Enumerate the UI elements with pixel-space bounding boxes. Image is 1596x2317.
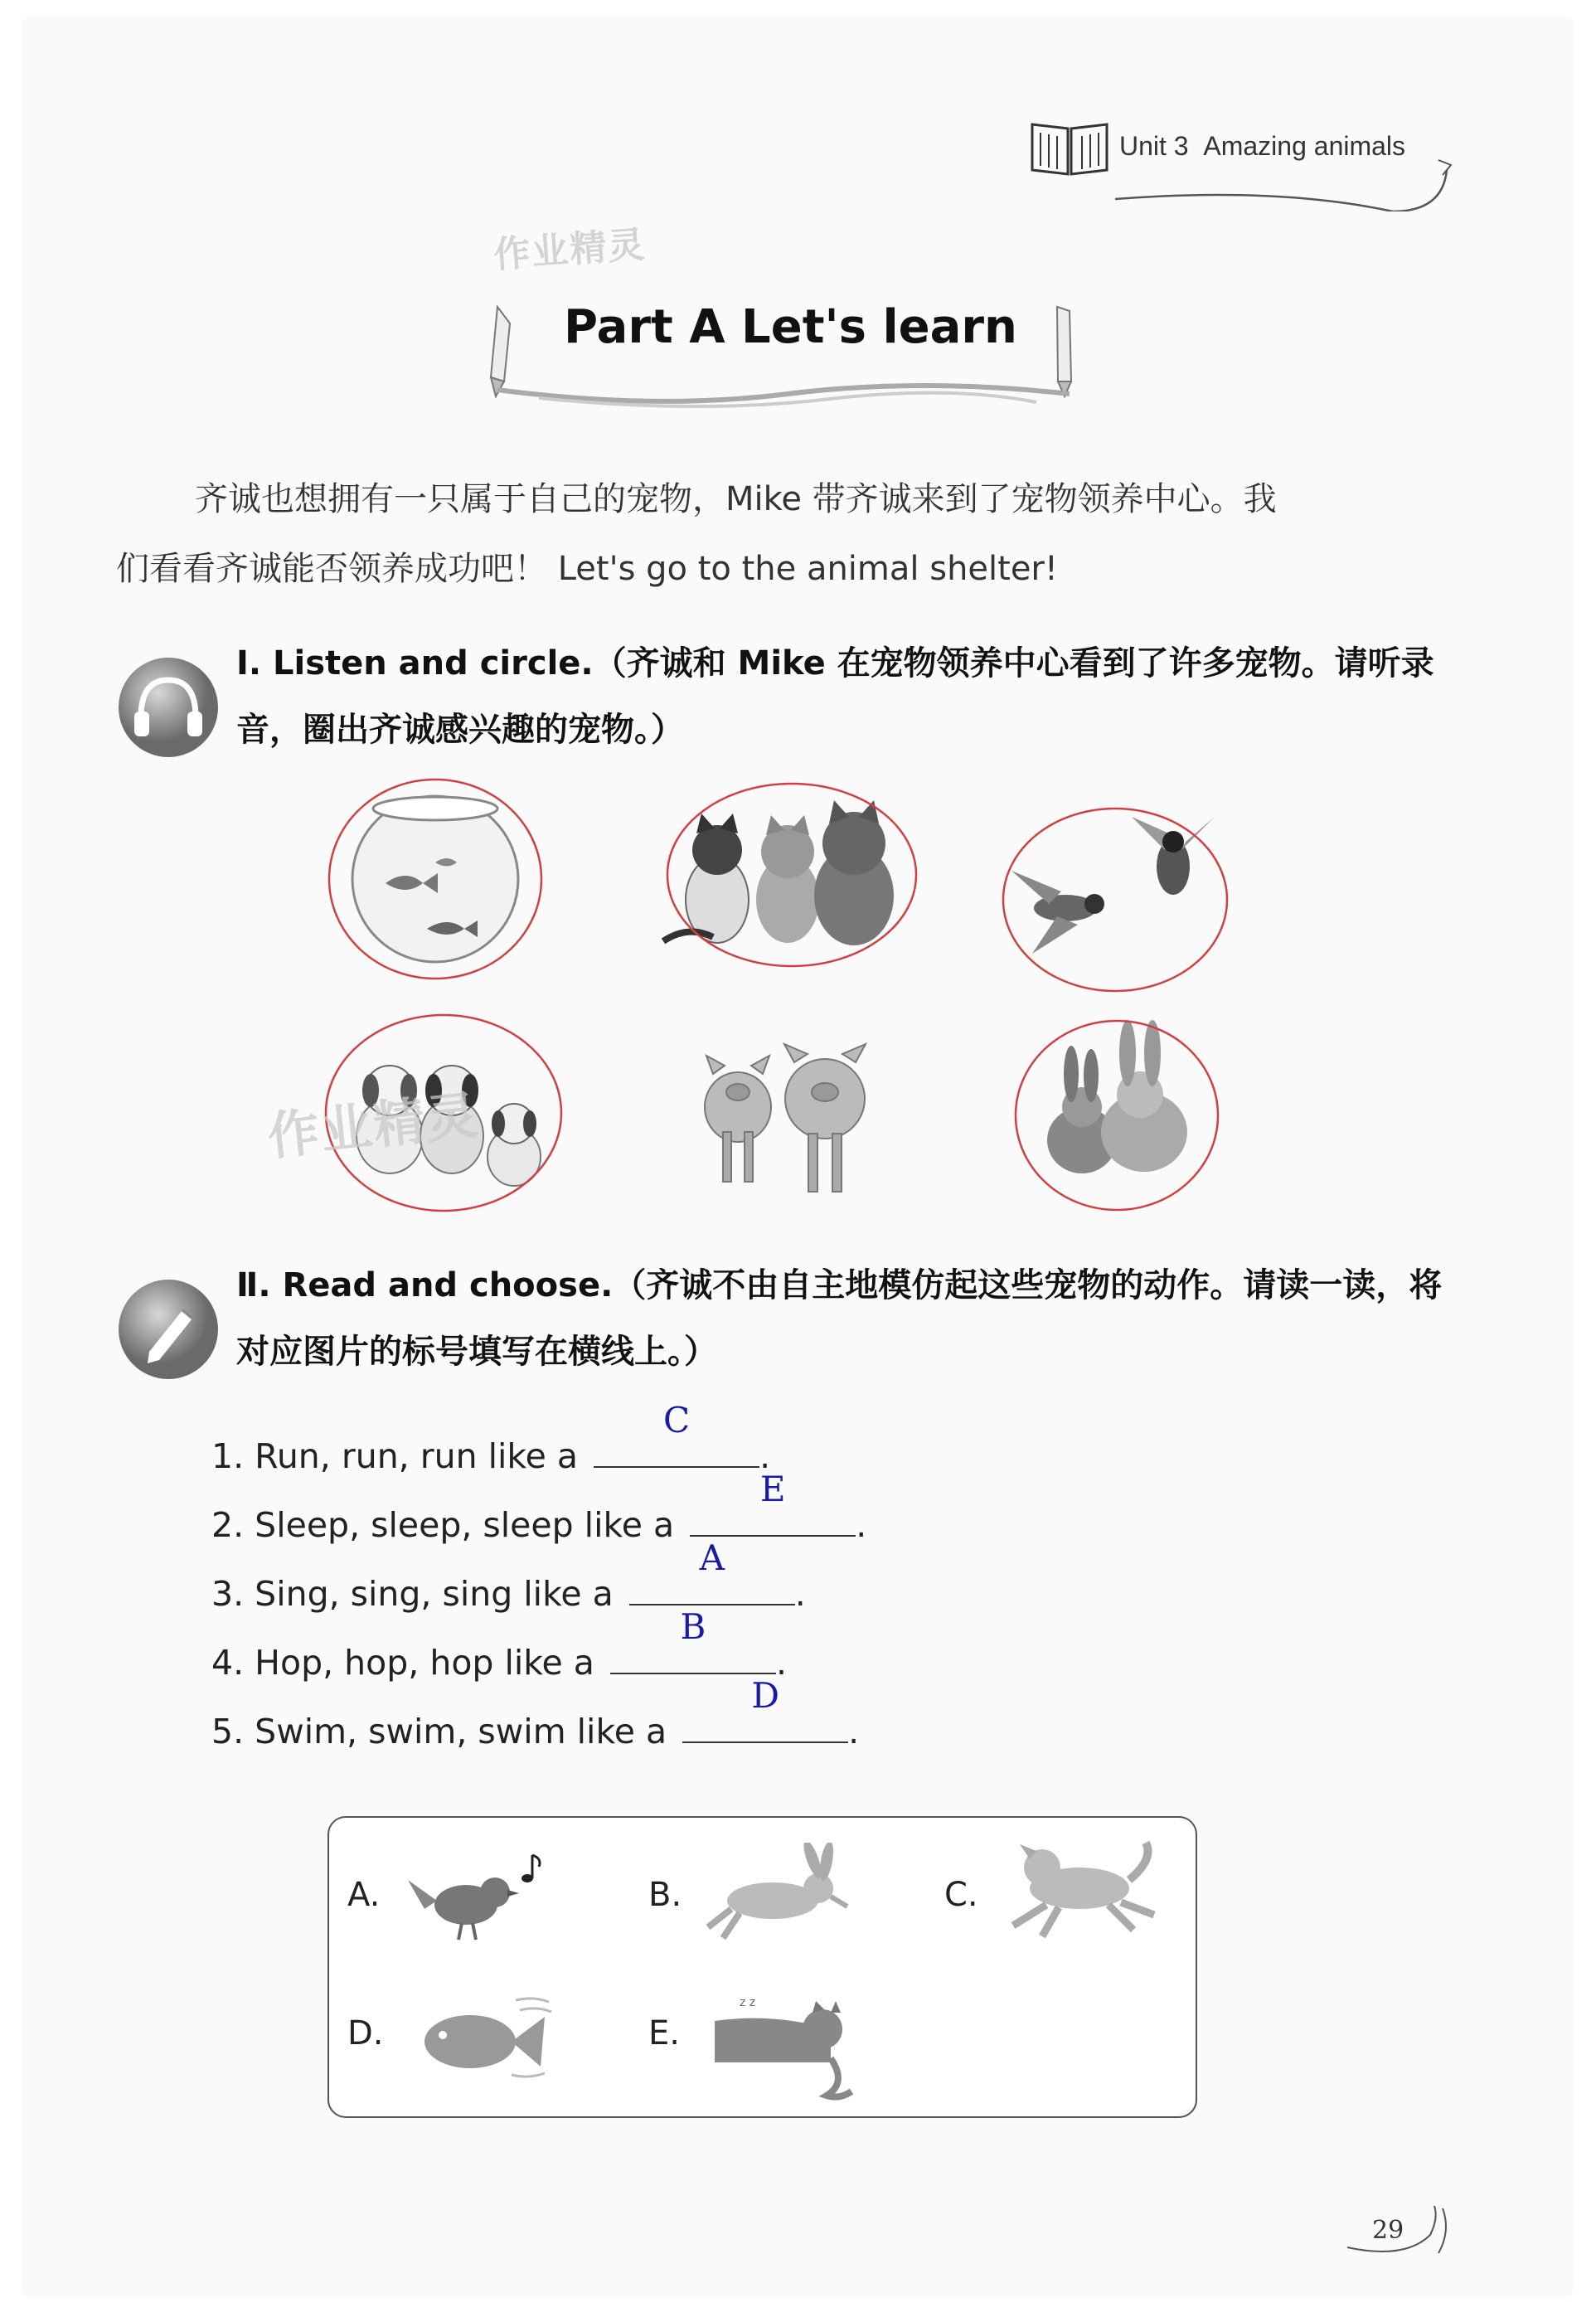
option-b-label: B. (648, 1876, 682, 1914)
option-a-label: A. (347, 1876, 381, 1914)
sentence-number: 2. (211, 1505, 245, 1545)
answer-blank[interactable] (629, 1537, 795, 1605)
sleeping-cat-icon (706, 1988, 872, 2104)
option-e-label: E. (648, 2014, 680, 2052)
sentence-list (211, 1400, 1041, 1777)
answer-value: A (699, 1537, 725, 1578)
sentence-5: 5. Swim, swim, swim like a D . (211, 1675, 860, 1751)
unit-header (1028, 116, 1467, 199)
exercise-2-title: Read and choose. (282, 1266, 614, 1304)
sentence-3: 3. Sing, sing, sing like a A . (211, 1537, 806, 1614)
sentence-text: Run, run, run like a (255, 1436, 579, 1476)
pencil-badge-icon (116, 1277, 221, 1382)
intro-line-2: 们看看齐诚能否领养成功吧！ Let's go to the animal shelter! (116, 550, 1058, 588)
sentence-text: Hop, hop, hop like a (255, 1643, 594, 1683)
sentence-1: 1. Run, run, run like a C . (211, 1400, 771, 1476)
unit-name: Amazing animals (1203, 131, 1406, 161)
headphones-icon (116, 655, 221, 760)
sentence-text: Swim, swim, swim like a (255, 1712, 667, 1751)
kittens-picture (655, 775, 920, 974)
exercise-2-number: Ⅱ. (236, 1266, 271, 1304)
answer-value: E (759, 1469, 786, 1509)
svg-text:z z: z z (740, 1996, 756, 2009)
singing-bird-icon (400, 1847, 549, 1946)
page-title: Part A Let's learn (564, 300, 1017, 354)
unit-number: Unit 3 (1119, 131, 1189, 161)
answer-blank[interactable] (690, 1469, 856, 1537)
pigs-picture (688, 1041, 887, 1198)
page-number: 29 (1372, 2216, 1404, 2245)
rabbits-picture (1011, 1016, 1223, 1215)
sentence-number: 5. (211, 1712, 245, 1751)
option-d-label: D. (347, 2014, 384, 2052)
exercise-1-title: Listen and circle. (273, 644, 594, 682)
answer-value: B (680, 1606, 706, 1647)
answer-value: C (663, 1400, 691, 1440)
watermark-top: 作业精灵 (492, 223, 648, 277)
sentence-number: 1. (211, 1436, 245, 1476)
sentence-4: 4. Hop, hop, hop like a B . (211, 1606, 788, 1683)
answer-blank[interactable] (594, 1400, 759, 1468)
watermark-middle: 作业精灵 (264, 1084, 483, 1168)
birds-picture (999, 800, 1239, 999)
exercise-1-number: Ⅰ. (236, 644, 262, 682)
intro-paragraph (116, 464, 1459, 604)
swimming-fish-icon (400, 1984, 565, 2091)
hopping-rabbit-icon (706, 1843, 856, 1942)
sentence-2: 2. Sleep, sleep, sleep like a E . (211, 1469, 867, 1545)
answer-blank[interactable] (610, 1606, 776, 1674)
option-c-label: C. (944, 1876, 978, 1914)
sentence-number: 3. (211, 1574, 245, 1614)
header-swoosh (1028, 153, 1467, 211)
sentence-number: 4. (211, 1643, 245, 1683)
exercise-1-instruction: （齐诚和 Mike 在宠物领养中心看到了许多宠物。请听录音，圈出齐诚感兴趣的宠物。） (236, 644, 1434, 749)
part-title-banner (473, 290, 1086, 415)
answer-blank[interactable] (682, 1675, 848, 1743)
page-number-swoosh (1339, 2202, 1472, 2260)
exercise-2-instruction: （齐诚不由自主地模仿起这些宠物的动作。请读一读，将对应图片的标号填写在横线上。） (236, 1266, 1443, 1371)
answer-value: D (751, 1675, 780, 1716)
options-box (327, 1816, 1197, 2118)
goldfish-bowl-picture (327, 775, 543, 983)
title-underline-swoosh (489, 373, 1086, 415)
exercise-2-heading (236, 1252, 1463, 1385)
intro-line-1: 齐诚也想拥有一只属于自己的宠物，Mike 带齐诚来到了宠物领养中心。我 (195, 480, 1277, 518)
exercise-1-heading (236, 630, 1463, 763)
sentence-text: Sleep, sleep, sleep like a (255, 1505, 675, 1545)
running-dog-icon (997, 1834, 1162, 1942)
sentence-text: Sing, sing, sing like a (255, 1574, 614, 1614)
